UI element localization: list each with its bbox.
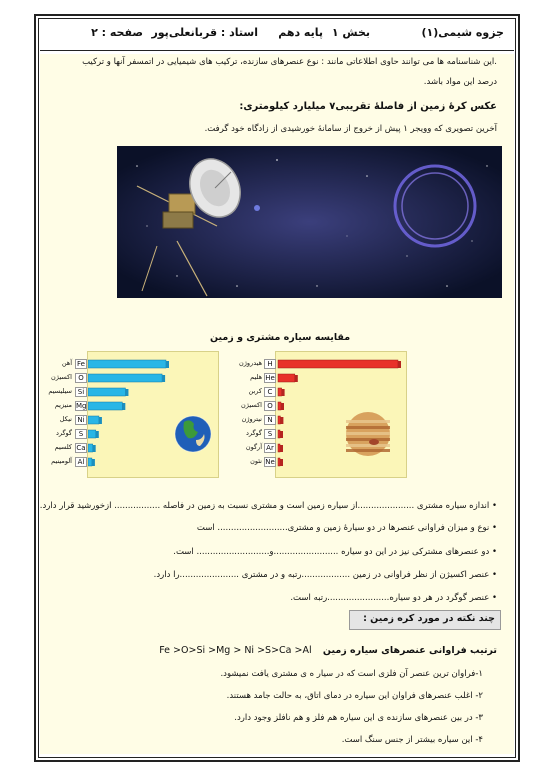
intro-line-2: درصد این مواد باشد. bbox=[423, 77, 497, 87]
jupiter-symbol-N: N bbox=[264, 415, 276, 425]
earth-symbol-Al: Al bbox=[75, 457, 87, 467]
order-label: ترتیب فراوانی عنصرهای سیاره زمین bbox=[322, 645, 497, 656]
grade-label: پایه دهم bbox=[278, 26, 323, 39]
bullet-5: • عنصر گوگرد در هر دو سیاره.......................رتبه است. bbox=[290, 593, 497, 603]
notes-heading: چند نکته در مورد کره زمین : bbox=[363, 613, 495, 624]
distant-planet bbox=[254, 205, 260, 211]
jupiter-bar-S bbox=[278, 430, 280, 438]
order-formula: Fe >O>Si >Mg > Ni >S>Ca >Al bbox=[159, 645, 312, 656]
earth-bar-Ca bbox=[88, 444, 93, 452]
earth-bar-side-Si bbox=[125, 389, 128, 396]
jupiter-bar-H bbox=[278, 360, 398, 368]
jupiter-bar-side-C bbox=[282, 389, 285, 396]
jupiter-chart bbox=[276, 352, 406, 477]
jupiter-symbol-Ne: Ne bbox=[265, 458, 275, 466]
voyager-illustration bbox=[117, 146, 502, 298]
earth-label-S: گوگرد bbox=[55, 429, 72, 437]
earth-label-Ca: کلسیم bbox=[54, 443, 72, 451]
earth-bar-Mg bbox=[88, 402, 122, 410]
voyager-earth-photo bbox=[117, 146, 502, 298]
earth-symbol-O: O bbox=[75, 373, 87, 383]
earth-bar-side-Fe bbox=[166, 361, 169, 368]
jupiter-symbol-Ar: Ar bbox=[264, 443, 276, 453]
jupiter-symbol-He: He bbox=[265, 374, 275, 382]
jupiter-bar-side-He bbox=[295, 375, 298, 382]
jupiter-bar-Ar bbox=[278, 444, 280, 452]
jupiter-label-H: هیدروژن bbox=[239, 359, 262, 367]
jupiter-symbol-C: C bbox=[264, 387, 276, 397]
intro-line-1: .این شناسنامه ها می توانند حاوی اطلاعاتی مانند : نوع عنصرهای سازنده، ترکیب های شیمیایی در اتمسفر آنها و ترکیب bbox=[82, 57, 497, 67]
earth-bar-O bbox=[88, 374, 162, 382]
earth-symbol-Si: Si bbox=[75, 387, 87, 397]
earth-bar-side-Al bbox=[92, 459, 95, 466]
earth-symbol-S: S bbox=[75, 429, 87, 439]
earth-panel bbox=[87, 351, 219, 478]
note-4: ۴- این سیاره بیشتر از جنس سنگ است. bbox=[341, 735, 483, 745]
earth-bar-Fe bbox=[88, 360, 166, 368]
jupiter-bar-side-Ar bbox=[280, 445, 283, 452]
bullet-3: • دو عنصرهای مشترکی نیز در این دو سیاره ........................و........................... است. bbox=[173, 547, 497, 557]
earth-label-Fe: آهن bbox=[61, 359, 72, 367]
note-1: ۱-فراوان ترین عنصر آن فلزی است که در سیار ه ی مشتری یافت نمیشود. bbox=[220, 669, 483, 679]
chart-title: مقایسه سیاره مشتری و زمین bbox=[210, 332, 351, 343]
earth-symbol-Ni: Ni bbox=[75, 415, 87, 425]
bullet-2: • نوع و میزان فراوانی عنصرها در دو سیارهٔ زمین و مشتری.......................... است bbox=[196, 523, 497, 533]
jupiter-bar-N bbox=[278, 416, 280, 424]
earth-bar-side-Mg bbox=[122, 403, 125, 410]
earth-bar-side-S bbox=[96, 431, 99, 438]
earth-label-Mg: منیزیم bbox=[54, 401, 72, 409]
jupiter-label-S: گوگرد bbox=[245, 429, 262, 437]
jupiter-symbol-S: S bbox=[264, 429, 276, 439]
teacher-label: استاد : قربانعلی‌پور bbox=[151, 26, 258, 39]
earth-globe-icon bbox=[175, 416, 211, 452]
earth-label-Si: سیلیسیم bbox=[48, 387, 72, 395]
earth-bar-side-O bbox=[162, 375, 165, 382]
earth-symbol-Mg: Mg bbox=[76, 402, 87, 410]
jupiter-bar-side-H bbox=[398, 361, 401, 368]
earth-bar-side-Ca bbox=[93, 445, 96, 452]
jupiter-label-O: اکسیژن bbox=[240, 401, 262, 409]
jupiter-label-Ne: نئون bbox=[250, 457, 262, 465]
header-rule bbox=[40, 50, 514, 51]
jupiter-label-N: نیتروژن bbox=[241, 415, 262, 423]
earth-bar-side-Ni bbox=[99, 417, 102, 424]
photo-heading: عکس کرهٔ زمین از فاصلهٔ تقریبی۷ میلیارد کیلومتری: bbox=[239, 101, 497, 112]
jupiter-bar-Ne bbox=[278, 458, 280, 466]
photo-caption: آخرین تصویری که وویجر ۱ پیش از خروج از سامانهٔ خورشیدی از زادگاه خود گرفت. bbox=[204, 124, 497, 134]
booklet-title: جزوه شیمی(۱) bbox=[421, 26, 504, 39]
order-line bbox=[159, 644, 497, 657]
bullet-4: • عنصر اکسیژن از نظر فراوانی در زمین ..................رتبه و در مشتری ......................را دارد. bbox=[153, 570, 497, 580]
earth-label-O: اکسیژن bbox=[50, 373, 72, 381]
jupiter-bar-side-S bbox=[280, 431, 283, 438]
jupiter-bar-side-O bbox=[281, 403, 284, 410]
earth-bar-Si bbox=[88, 388, 125, 396]
jupiter-symbol-O: O bbox=[264, 401, 276, 411]
jupiter-symbol-H: H bbox=[264, 359, 276, 369]
earth-symbol-Ca: Ca bbox=[76, 444, 86, 452]
earth-symbol-Fe: Fe bbox=[75, 359, 87, 369]
jupiter-label-C: کربن bbox=[248, 387, 262, 395]
note-2: ۲- اغلب عنصرهای فراوان این سیاره در دمای اتاق، به حالت جامد هستند. bbox=[226, 691, 483, 701]
jupiter-bar-O bbox=[278, 402, 281, 410]
jupiter-panel bbox=[275, 351, 407, 478]
earth-bar-S bbox=[88, 430, 96, 438]
page-number: صفحه : ۲ bbox=[91, 26, 143, 39]
earth-bar-Al bbox=[88, 458, 92, 466]
bullet-1: • اندازه سیاره مشتری .....................از سیاره زمین است و مشتری نسبت به زمین در فاصله ................. ازخورشید قرار دارد. bbox=[39, 501, 497, 511]
earth-chart bbox=[88, 352, 218, 477]
jupiter-bar-side-N bbox=[280, 417, 283, 424]
earth-label-Ni: نیکل bbox=[59, 415, 72, 423]
jupiter-label-He: هلیم bbox=[250, 373, 262, 381]
earth-label-Al: آلومینیم bbox=[51, 457, 72, 465]
note-3: ۳- در بین عنصرهای سازنده ی این سیاره هم فلز و هم نافلز وجود دارد. bbox=[234, 713, 483, 723]
earth-bar-Ni bbox=[88, 416, 99, 424]
section-label: بخش ۱ bbox=[331, 26, 370, 39]
jupiter-bar-side-Ne bbox=[280, 459, 283, 466]
jupiter-bar-He bbox=[278, 374, 295, 382]
jupiter-bar-C bbox=[278, 388, 282, 396]
jupiter-label-Ar: آرگون bbox=[245, 443, 262, 451]
jupiter-globe-icon bbox=[346, 412, 390, 456]
